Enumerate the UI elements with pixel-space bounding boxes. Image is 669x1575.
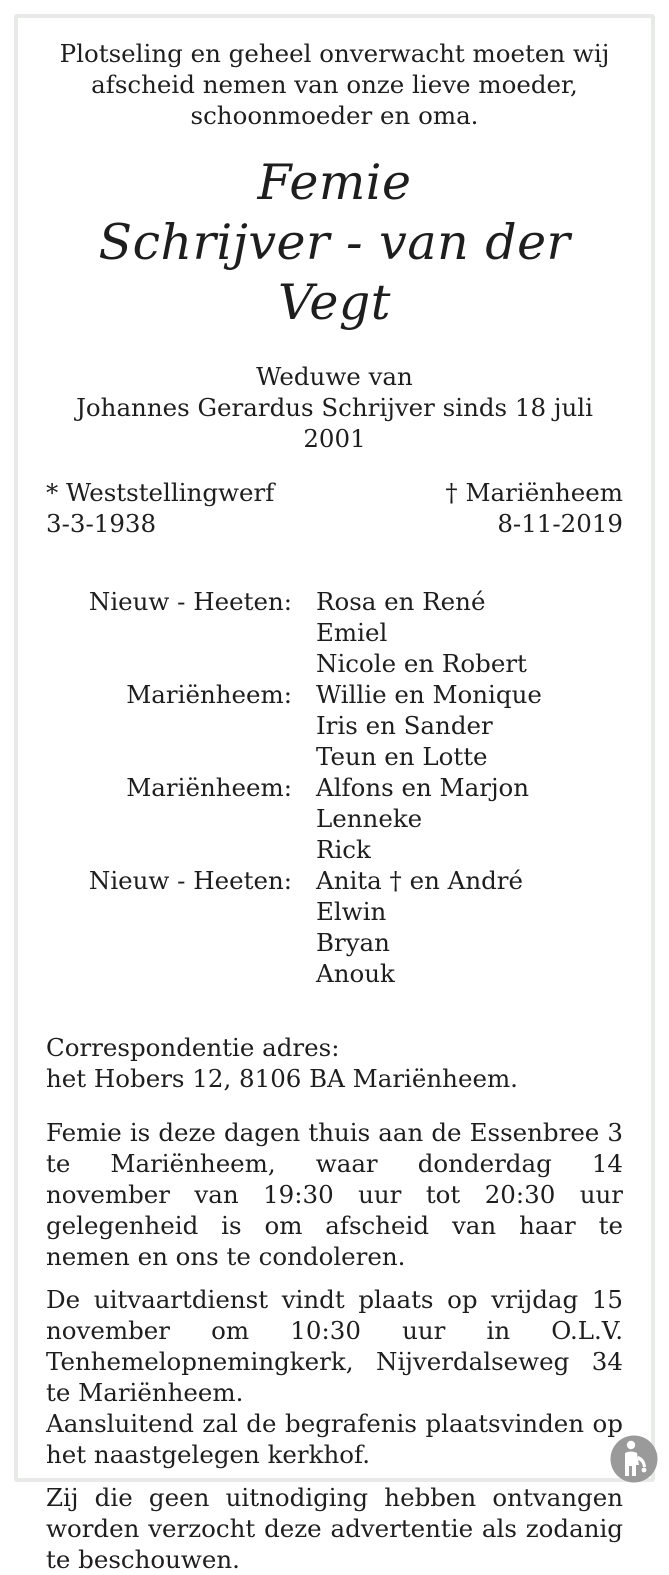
life-dates: [46, 477, 623, 539]
family-list: [46, 586, 623, 989]
family-place: [46, 834, 292, 865]
family-member: Elwin: [316, 897, 387, 926]
family-member: Rosa en René: [316, 587, 486, 616]
family-member: Emiel: [316, 618, 388, 647]
family-member: Anita † en André: [316, 866, 524, 895]
viewing-paragraph: Femie is deze dagen thuis aan de Essenbree 3 te Mariënheem, waar donderdag 14 november van 19:30 uur tot 20:30 uur gelegenheid is om afscheid van haar te nemen en ons te condoleren.: [46, 1118, 623, 1271]
family-place: [46, 741, 292, 772]
correspondence: [46, 1032, 623, 1094]
widow-label: Weduwe van: [256, 362, 413, 391]
birth-date: 3-3-1938: [46, 509, 157, 538]
widow-spouse: Johannes Gerardus Schrijver sinds 18 juli 2001: [76, 393, 593, 453]
birth-info: [46, 477, 274, 539]
death-info: [445, 477, 623, 539]
family-member: Iris en Sander: [316, 711, 493, 740]
family-member: Lenneke: [316, 804, 423, 833]
burial-paragraph: Aansluitend zal de begrafenis plaatsvinden op het naastgelegen kerkhof.: [46, 1409, 623, 1469]
intro-line: Plotseling en geheel onverwacht moeten wij: [59, 39, 610, 68]
publisher-logo-icon: [609, 1434, 659, 1484]
family-member: Alfons en Marjon: [316, 773, 530, 802]
family-member: Bryan: [316, 928, 390, 957]
deceased-first-name: Femie: [257, 154, 412, 211]
intro-text: [46, 38, 623, 131]
death-place: † Mariënheem: [445, 478, 623, 507]
correspondence-label: Correspondentie adres:: [46, 1033, 340, 1062]
correspondence-address: het Hobers 12, 8106 BA Mariënheem.: [46, 1064, 518, 1093]
notice-paragraph: Zij die geen uitnodiging hebben ontvangen worden verzocht deze advertentie als zodanig te beschouwen.: [46, 1483, 623, 1574]
deceased-name: [46, 153, 623, 333]
family-place: [46, 896, 292, 927]
family-place: [46, 710, 292, 741]
widow-of: [46, 361, 623, 454]
service-paragraph: De uitvaartdienst vindt plaats op vrijdag 15 november om 10:30 uur in O.L.V. Tenhemelopnemingkerk, Nijverdalseweg 34 te Mariënheem.: [46, 1285, 623, 1407]
obituary-content: [46, 38, 623, 1575]
family-place: [46, 958, 292, 989]
family-place: Mariënheem:: [126, 773, 292, 802]
family-member: Nicole en Robert: [316, 649, 527, 678]
family-member: Rick: [316, 835, 371, 864]
intro-line: afscheid nemen van onze lieve moeder,: [91, 70, 578, 99]
family-member: Willie en Monique: [316, 680, 542, 709]
intro-line: schoonmoeder en oma.: [190, 101, 479, 130]
family-member: Teun en Lotte: [316, 742, 488, 771]
family-place: Nieuw - Heeten:: [88, 587, 292, 616]
family-place: [46, 617, 292, 648]
death-date: 8-11-2019: [497, 509, 623, 538]
family-place: Mariënheem:: [126, 680, 292, 709]
family-place: [46, 927, 292, 958]
family-place: [46, 648, 292, 679]
family-member: Anouk: [316, 959, 395, 988]
family-place: Nieuw - Heeten:: [88, 866, 292, 895]
birth-place: * Weststellingwerf: [46, 478, 275, 507]
deceased-surname: Schrijver - van der Vegt: [98, 214, 571, 331]
family-place: [46, 803, 292, 834]
